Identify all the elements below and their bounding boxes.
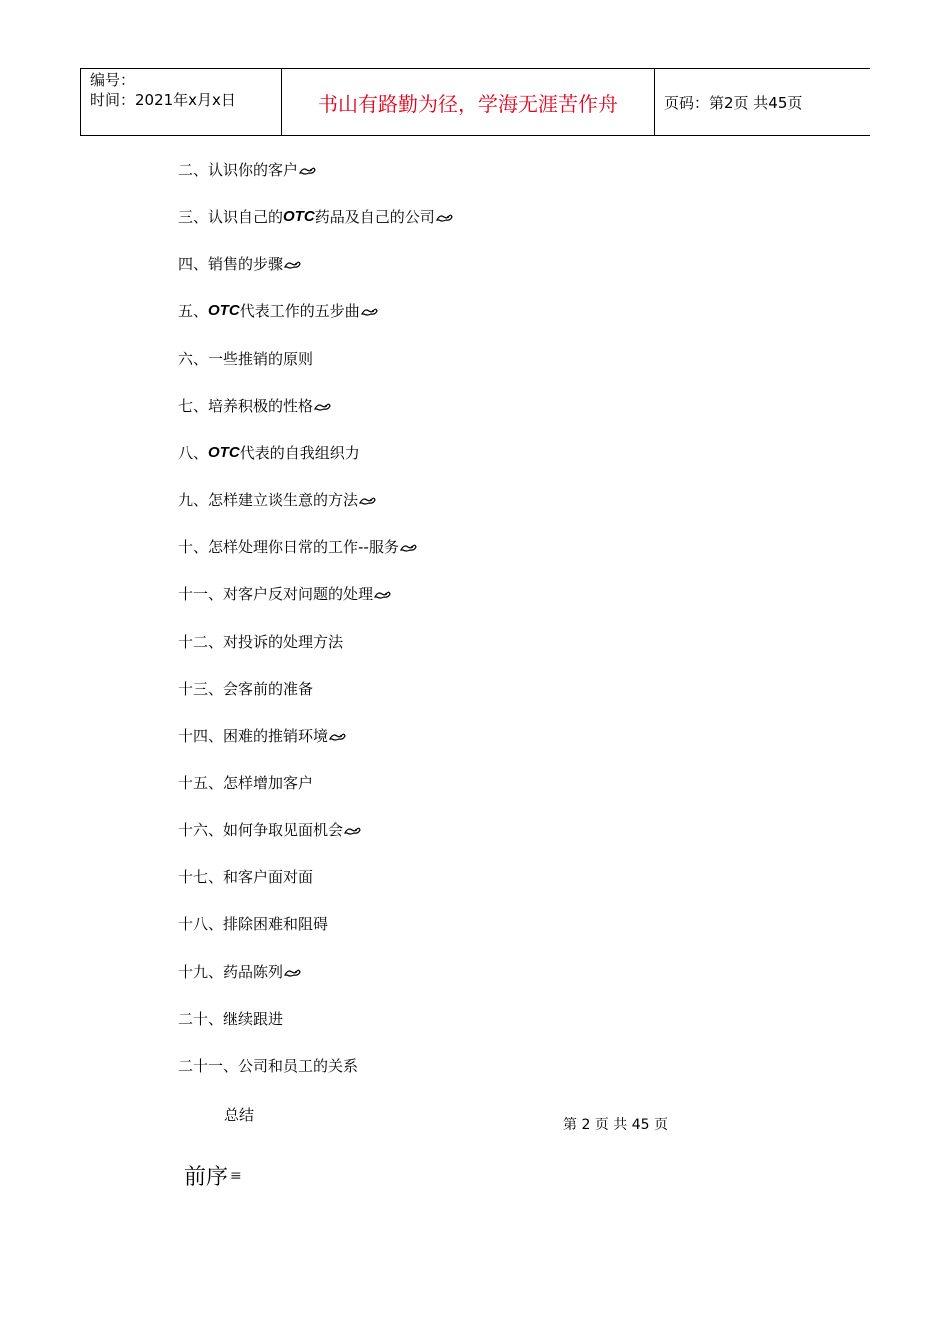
toc-item: [178, 1056, 358, 1076]
toc-item-text: 五、: [178, 302, 209, 320]
header-meta-cell: [81, 69, 282, 135]
toc-item-otc: OTC: [208, 444, 240, 461]
toc-item-text: 二、认识你的客户: [178, 161, 299, 179]
toc-item-text: 十八、排除困难和阻碍: [178, 915, 329, 933]
number-label: 编号：: [90, 71, 136, 89]
toc-item-text: 十九、药品陈列: [178, 963, 284, 981]
toc-item-text: 十二、对投诉的处理方法: [178, 633, 344, 651]
toc-item: [178, 396, 331, 416]
snail-bullet-icon: [284, 966, 301, 978]
toc-item-text: 三、认识自己的: [178, 208, 284, 226]
toc-item-text: 十、怎样处理你日常的工作--服务: [178, 538, 399, 556]
toc-item: [178, 1009, 283, 1029]
snail-bullet-icon: [314, 400, 331, 412]
snail-bullet-icon: [400, 541, 417, 553]
toc-item: [178, 537, 417, 557]
toc-item: [178, 443, 360, 463]
snail-bullet-icon: [299, 164, 316, 176]
toc-item: [178, 962, 301, 982]
toc-item: [178, 632, 343, 652]
snail-bullet-icon: [361, 305, 378, 317]
preface-heading: [184, 1160, 242, 1191]
toc-item: [178, 679, 313, 699]
toc-item-text: 二十、继续跟进: [178, 1010, 284, 1028]
toc-item: [178, 349, 313, 369]
header-page-info: 页码：第2页 共45页: [664, 93, 803, 112]
snail-bullet-icon: [344, 824, 361, 836]
toc-item-text: 二十一、公司和员工的关系: [178, 1057, 359, 1075]
toc-item-text: 十三、会客前的准备: [178, 680, 314, 698]
toc-item-text-suffix: 药品及自己的公司: [314, 208, 435, 226]
summary-heading: 总结: [224, 1106, 255, 1124]
toc-item: [178, 207, 453, 227]
toc-item: [178, 867, 313, 887]
toc-item-otc: OTC: [283, 208, 315, 225]
time-label: 时间：2021年x月x日: [90, 91, 236, 109]
preface-mark: ≡: [230, 1167, 242, 1184]
snail-bullet-icon: [329, 730, 346, 742]
toc-item-text: 十七、和客户面对面: [178, 868, 314, 886]
toc-item: [178, 160, 316, 180]
toc-item: [178, 773, 313, 793]
toc-item-text: 十一、对客户反对问题的处理: [178, 585, 374, 603]
toc-item-text: 九、怎样建立谈生意的方法: [178, 491, 359, 509]
toc-item-text: 十四、困难的推销环境: [178, 727, 329, 745]
header-table: [80, 68, 870, 136]
toc-item-text-suffix: 代表的自我组织力: [239, 444, 360, 462]
snail-bullet-icon: [436, 211, 453, 223]
toc-item: [178, 254, 301, 274]
toc-item: [178, 301, 378, 321]
toc-item: [178, 726, 346, 746]
toc-item-text: 七、培养积极的性格: [178, 397, 314, 415]
toc-item: [178, 584, 391, 604]
toc-item: [178, 820, 361, 840]
toc-item-text: 八、: [178, 444, 209, 462]
toc-item-text: 十六、如何争取见面机会: [178, 821, 344, 839]
toc-item-text: 六、一些推销的原则: [178, 350, 314, 368]
snail-bullet-icon: [374, 588, 391, 600]
toc-item-text: 四、销售的步骤: [178, 255, 284, 273]
toc-item-text-suffix: 代表工作的五步曲: [239, 302, 360, 320]
motto: 书山有路勤为径，学海无涯苦作舟: [282, 69, 655, 135]
toc-item: [178, 914, 328, 934]
snail-bullet-icon: [359, 494, 376, 506]
page-footer: 第 2 页 共 45 页: [563, 1117, 668, 1133]
toc-item-otc: OTC: [208, 302, 240, 319]
toc-item: [178, 490, 376, 510]
preface-title: 前序: [184, 1165, 229, 1190]
snail-bullet-icon: [284, 258, 301, 270]
toc-item-text: 十五、怎样增加客户: [178, 774, 314, 792]
